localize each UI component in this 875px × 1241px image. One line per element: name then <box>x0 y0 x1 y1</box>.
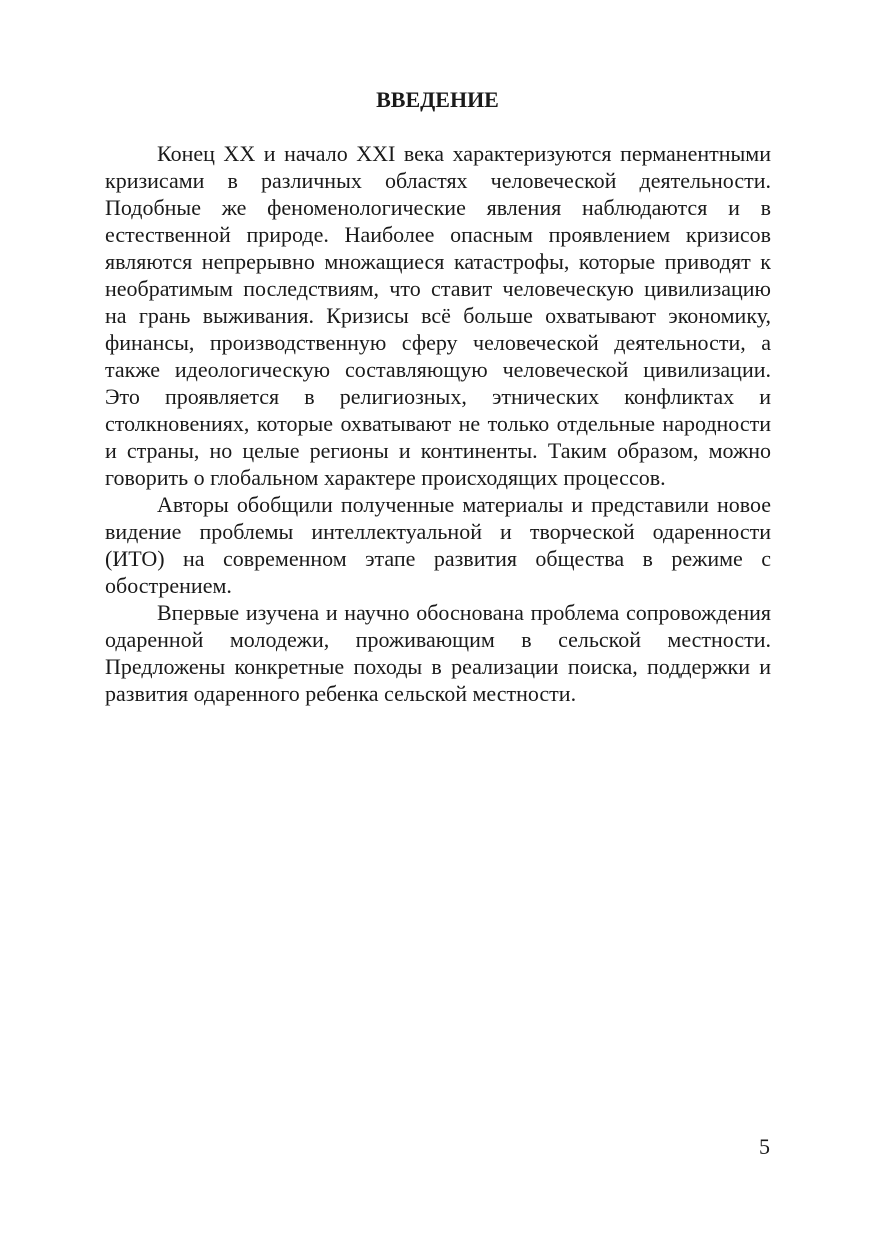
page-number: 5 <box>759 1134 770 1159</box>
body-text <box>105 140 771 707</box>
paragraph: Конец XX и начало XXI века характеризуются перманентными кризисами в различных областях человеческой деятельности. Подобные же феноменологические явления наблюдаются и в естественной природе. Наиболее опасным проявлением кризисов являются непрерывно множащиеся катастрофы, которые приводят к необратимым последствиям, что ставит человеческую цивилизацию на грань выживания. Кризисы всё больше охватывают экономику, финансы, производственную сферу человеческой деятельности, а также идеологическую составляющую человеческой цивилизации. Это проявляется в религиозных, этнических конфликтах и столкновениях, которые охватывают не только отдельные народности и страны, но целые регионы и континенты. Таким образом, можно говорить о глобальном характере происходящих процессов. <box>105 141 771 490</box>
page-title: ВВЕДЕНИЕ <box>376 87 499 112</box>
paragraph: Впервые изучена и научно обоснована проблема сопровождения одаренной молодежи, проживающим в сельской местности. Предложены конкретные походы в реализации поиска, поддержки и развития одаренного ребенка сельской местности. <box>105 600 771 706</box>
paragraph: Авторы обобщили полученные материалы и представили новое видение проблемы интеллектуальной и творческой одаренности (ИТО) на современном этапе развития общества в режиме с обострением. <box>105 492 771 598</box>
